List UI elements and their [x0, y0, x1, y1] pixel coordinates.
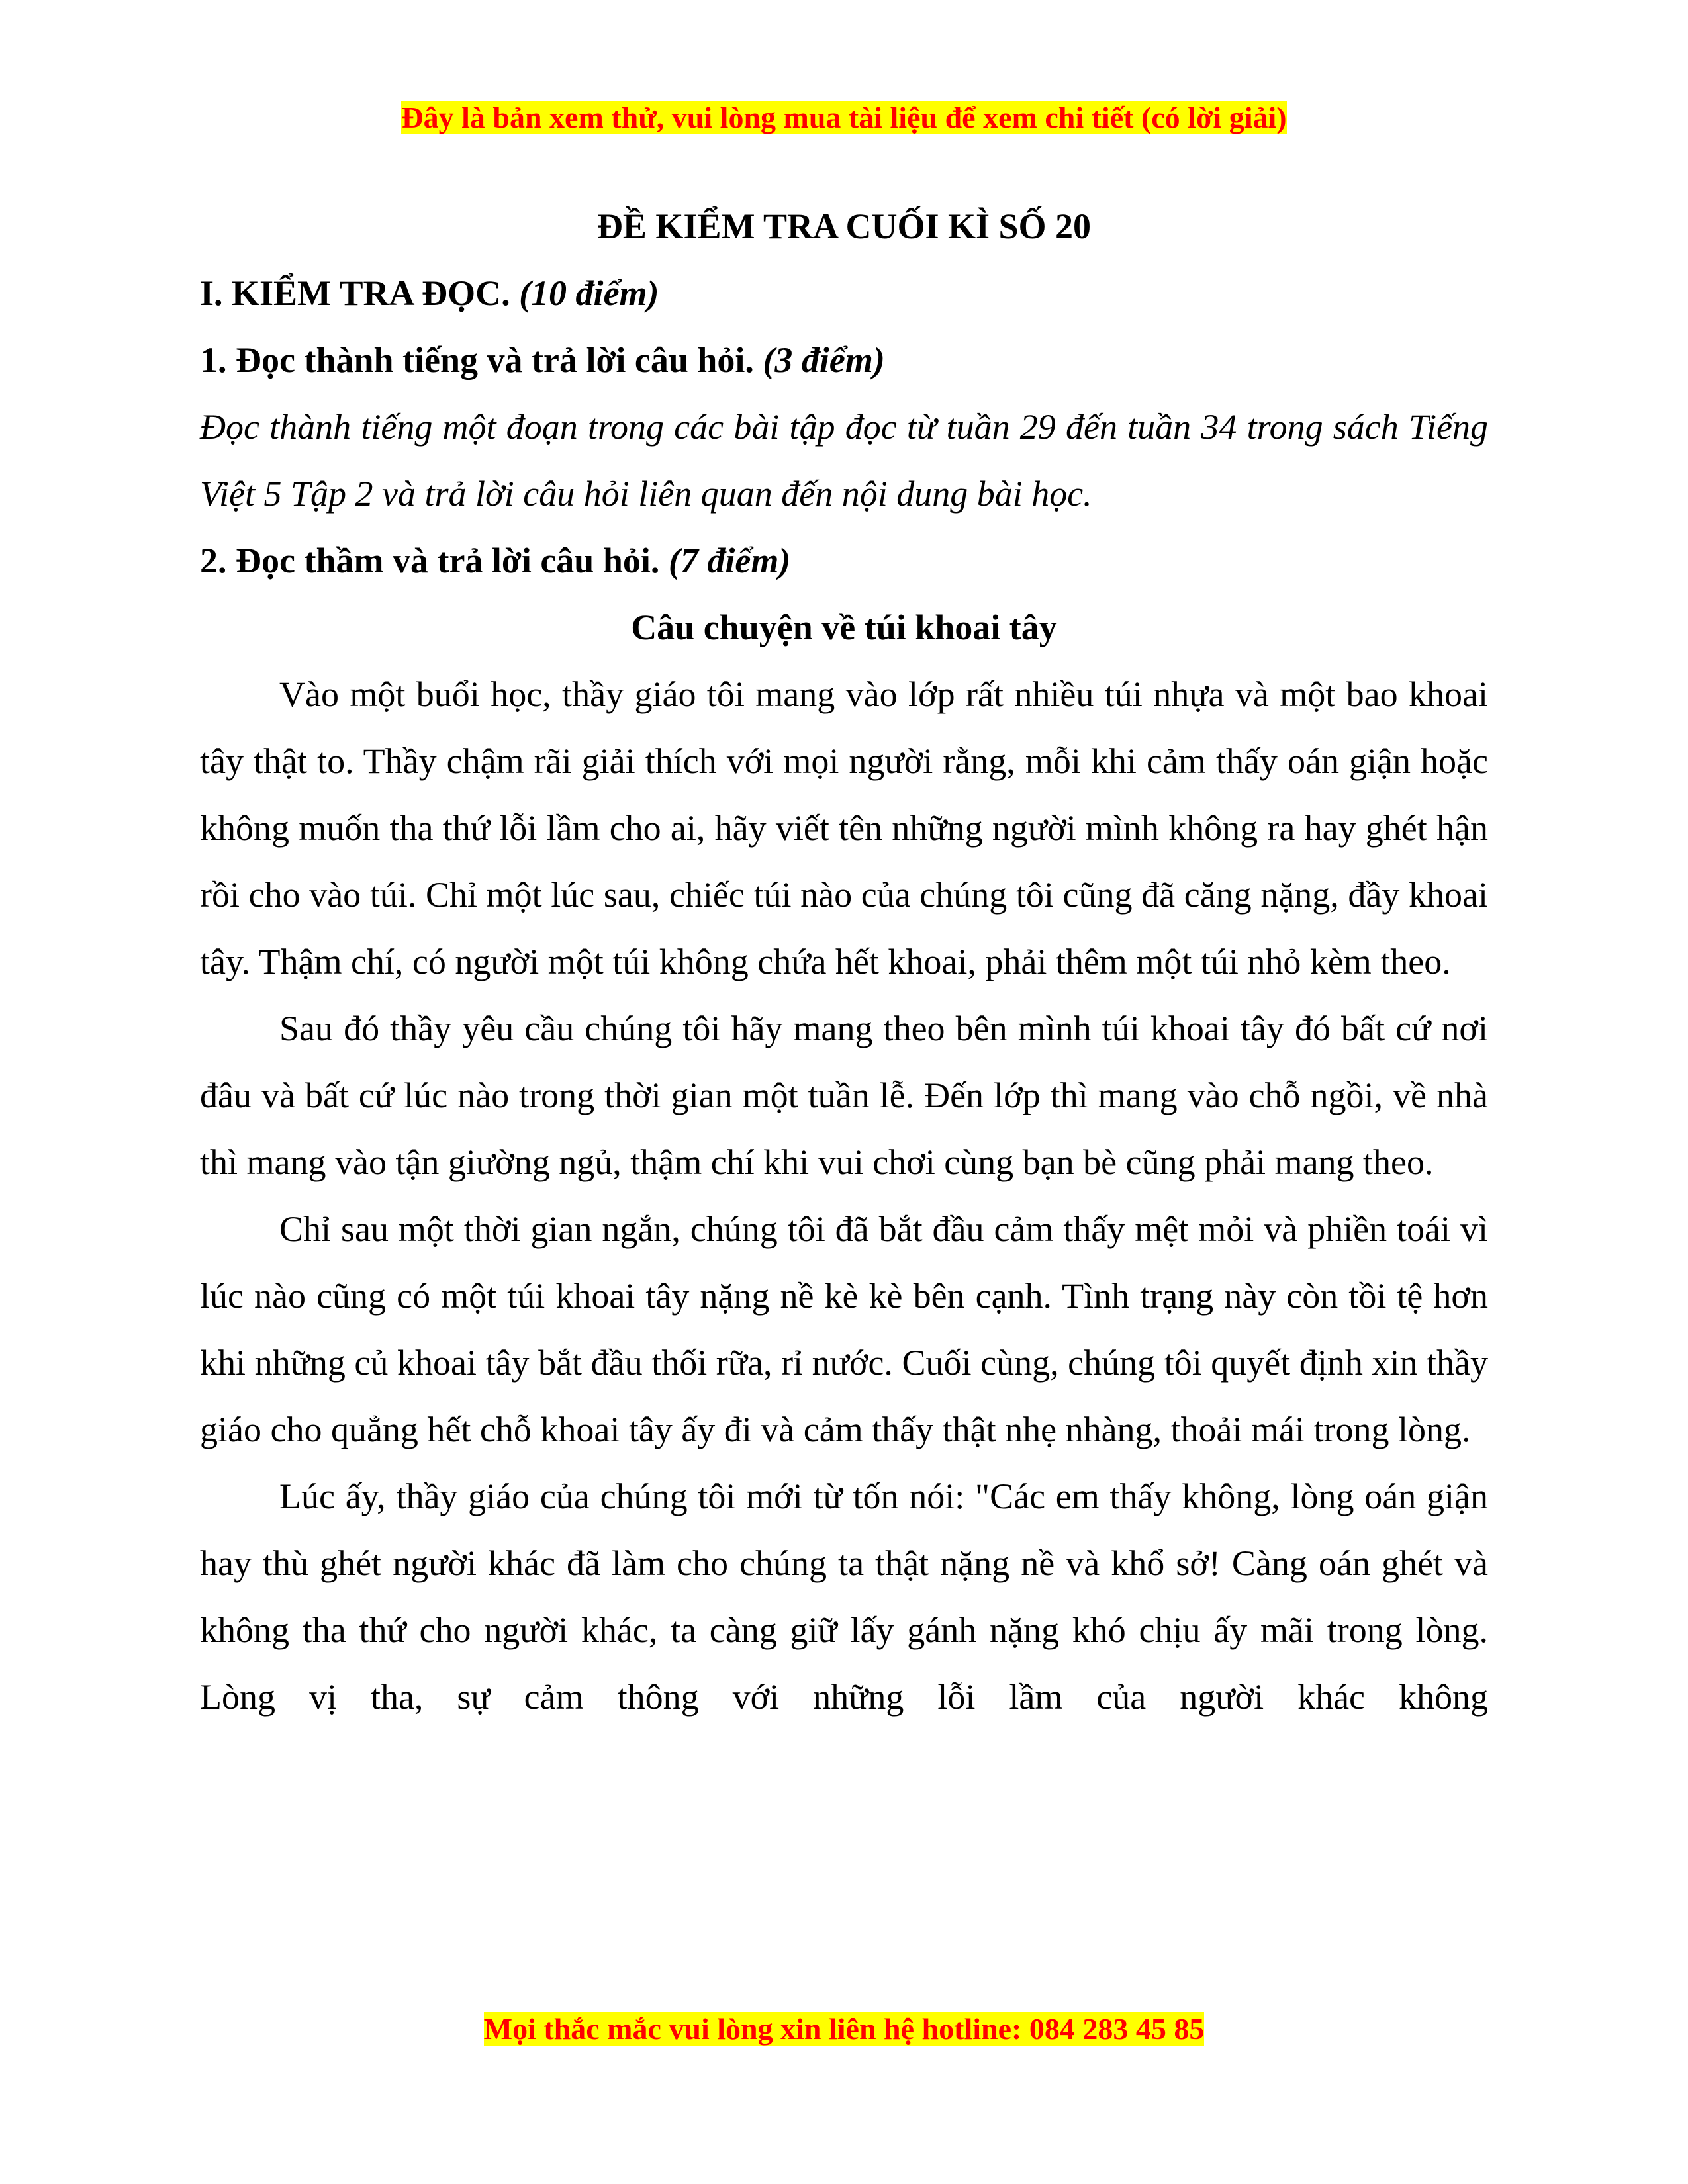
- hotline-notice: Mọi thắc mắc vui lòng xin liên hệ hotline: 084 283 45 85: [483, 2012, 1205, 2046]
- part-1-points: (3 điểm): [763, 340, 885, 380]
- story-paragraph: Sau đó thầy yêu cầu chúng tôi hãy mang theo bên mình túi khoai tây đó bất cứ nơi đâu và bất cứ lúc nào trong thời gian một tuần lễ. Đến lớp thì mang vào chỗ ngồi, về nhà thì mang vào tận giường ngủ, thậm chí khi vui chơi cùng bạn bè cũng phải mang theo.: [200, 1009, 1488, 1182]
- part-2-heading: [200, 527, 1488, 594]
- section-1-points: (10 điểm): [519, 273, 659, 313]
- part-1-heading: [200, 327, 1488, 394]
- part-1-instruction: Đọc thành tiếng một đoạn trong các bài tập đọc từ tuần 29 đến tuần 34 trong sách Tiếng Việt 5 Tập 2 và trả lời câu hỏi liên quan đến nội dung bài học.: [200, 407, 1488, 514]
- part-1-label: 1. Đọc thành tiếng và trả lời câu hỏi.: [200, 340, 754, 380]
- story-paragraph: Chỉ sau một thời gian ngắn, chúng tôi đã bắt đầu cảm thấy mệt mỏi và phiền toái vì lúc nào cũng có một túi khoai tây nặng nề kè kè bên cạnh. Tình trạng này còn tồi tệ hơn khi những củ khoai tây bắt đầu thối rữa, rỉ nước. Cuối cùng, chúng tôi quyết định xin thầy giáo cho quẳng hết chỗ khoai tây ấy đi và cảm thấy thật nhẹ nhàng, thoải mái trong lòng.: [200, 1209, 1488, 1449]
- part-2-label: 2. Đọc thầm và trả lời câu hỏi.: [200, 541, 660, 580]
- preview-notice: Đây là bản xem thử, vui lòng mua tài liệu để xem chi tiết (có lời giải): [401, 101, 1287, 134]
- part-2-points: (7 điểm): [668, 541, 791, 580]
- exam-content: [200, 193, 1488, 1731]
- story-paragraph: Lúc ấy, thầy giáo của chúng tôi mới từ tốn nói: "Các em thấy không, lòng oán giận hay thù ghét người khác đã làm cho chúng ta thật nặng nề và khổ sở! Càng oán ghét và không tha thứ cho người khác, ta càng giữ lấy gánh nặng khó chịu ấy mãi trong lòng. Lòng vị tha, sự cảm thông với những lỗi lầm của người khác không: [200, 1477, 1488, 1717]
- story-title: Câu chuyện về túi khoai tây: [631, 608, 1057, 647]
- preview-notice-banner: [0, 99, 1688, 136]
- footer-banner: [0, 2011, 1688, 2047]
- story-paragraph: Vào một buổi học, thầy giáo tôi mang vào lớp rất nhiều túi nhựa và một bao khoai tây thật to. Thầy chậm rãi giải thích với mọi người rằng, mỗi khi cảm thấy oán giận hoặc không muốn tha thứ lỗi lầm cho ai, hãy viết tên những người mình không ra hay ghét hận rồi cho vào túi. Chỉ một lúc sau, chiếc túi nào của chúng tôi cũng đã căng nặng, đầy khoai tây. Thậm chí, có người một túi không chứa hết khoai, phải thêm một túi nhỏ kèm theo.: [200, 674, 1488, 981]
- exam-title: ĐỀ KIỂM TRA CUỐI KÌ SỐ 20: [596, 206, 1092, 246]
- section-1-heading: [200, 260, 1488, 327]
- section-1-label: I. KIỂM TRA ĐỌC.: [200, 273, 510, 313]
